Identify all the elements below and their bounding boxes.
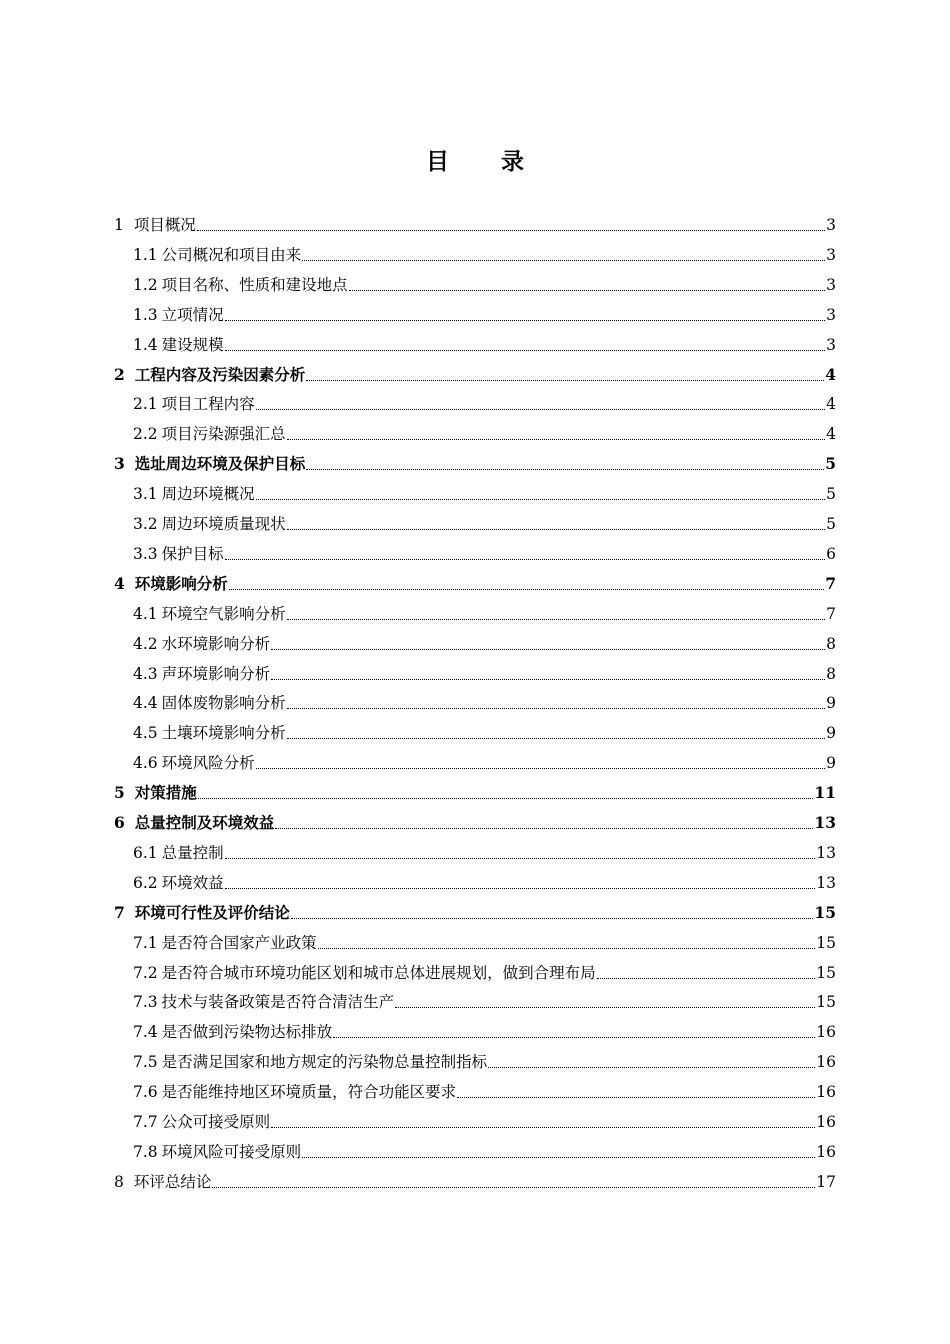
toc-entry[interactable]: [0, 534, 950, 564]
toc-page-number: 16: [816, 1023, 836, 1042]
toc-dot-leader: [333, 1017, 815, 1038]
toc-entry-label: 环境风险可接受原则: [161, 1142, 302, 1161]
toc-entry[interactable]: [0, 1132, 950, 1162]
toc-entry[interactable]: [0, 863, 950, 893]
toc-page-number: 4: [825, 364, 836, 384]
toc-entry-number: 7.6: [133, 1083, 158, 1102]
toc-entry[interactable]: [0, 1162, 950, 1192]
toc-dot-leader: [318, 928, 816, 949]
toc-entry[interactable]: [0, 953, 950, 983]
page-title: 目 录: [425, 149, 546, 175]
toc-page-number: 4: [826, 425, 836, 444]
toc-dot-leader: [225, 868, 816, 889]
toc-entry-label: 是否符合城市环境功能区划和城市总体进展规划，做到合理布局: [161, 963, 596, 982]
toc-entry[interactable]: [0, 654, 950, 684]
toc-page-number: 3: [826, 245, 836, 264]
toc-entry-title: [0, 933, 317, 953]
toc-page-number: 6: [826, 544, 836, 563]
toc-dot-leader: [275, 808, 813, 829]
toc-entry-number: 1.3: [133, 305, 158, 324]
toc-page-number: 15: [816, 963, 836, 982]
toc-entry-label: 项目概况: [133, 216, 196, 234]
toc-dot-leader: [271, 1107, 815, 1128]
toc-entry-label: 项目名称、性质和建设地点: [161, 275, 348, 294]
toc-page-number: 3: [826, 335, 836, 354]
toc-dot-leader: [597, 958, 816, 979]
toc-entry-label: 工程内容及污染因素分析: [134, 364, 306, 384]
toc-entry[interactable]: [0, 1072, 950, 1102]
toc-entry-title: [0, 1052, 487, 1072]
toc-page-number: 3: [826, 305, 836, 324]
toc-entry[interactable]: [0, 803, 950, 833]
toc-entry-title: [0, 693, 286, 713]
toc-dot-leader: [229, 569, 824, 590]
toc-entry-label: 项目工程内容: [161, 395, 255, 414]
toc-entry-label: 声环境影响分析: [161, 664, 271, 683]
toc-entry-number: 6.2: [133, 873, 158, 892]
toc-page-number: 9: [826, 724, 836, 743]
toc-entry-label: 环境空气影响分析: [161, 604, 286, 623]
toc-dot-leader: [287, 599, 825, 620]
toc-entry-number: 6.1: [133, 843, 158, 862]
toc-entry[interactable]: [0, 355, 950, 385]
toc-page-number: 15: [816, 993, 836, 1012]
toc-entry-title: [0, 335, 224, 355]
toc-page-number: 7: [825, 573, 836, 593]
toc-dot-leader: [256, 748, 825, 769]
toc-entry-title: [0, 484, 255, 504]
toc-entry-number: 7.5: [133, 1053, 158, 1072]
toc-entry-label: 项目污染源强汇总: [161, 425, 286, 444]
toc-dot-leader: [287, 718, 825, 739]
toc-entry-label: 总量控制及环境效益: [134, 813, 275, 832]
toc-entry-label: 环评总结论: [133, 1172, 212, 1191]
toc-dot-leader: [225, 330, 825, 351]
toc-page-number: 4: [826, 395, 836, 414]
toc-entry-number: 7.1: [133, 933, 158, 952]
toc-entry-number: 4.2: [133, 634, 158, 653]
toc-entry-number: 1.1: [133, 245, 158, 264]
toc-entry-title: [0, 1022, 332, 1042]
toc-page-number: 7: [826, 604, 836, 623]
toc-dot-leader: [197, 210, 825, 231]
toc-entry-number: 7.8: [133, 1142, 158, 1161]
toc-entry-title: [0, 753, 255, 773]
toc-entry-number: 4.1: [133, 604, 158, 623]
toc-entry[interactable]: [0, 414, 950, 444]
toc-dot-leader: [271, 629, 825, 650]
toc-entry-title: [0, 873, 224, 893]
toc-page-number: 13: [816, 873, 836, 892]
toc-entry-title: [0, 664, 270, 684]
toc-page-number: 17: [816, 1172, 836, 1191]
toc-entry-label: 是否符合国家产业政策: [161, 933, 317, 952]
toc-entry-label: 公司概况和项目由来: [161, 245, 302, 264]
toc-entry-title: [0, 454, 305, 474]
toc-entry-title: [0, 215, 196, 235]
toc-dot-leader: [306, 449, 824, 470]
toc-entry-title: [0, 723, 286, 743]
toc-entry-number: 1.4: [133, 335, 158, 354]
toc-page-number: 5: [825, 454, 836, 474]
toc-entry-number: 4.5: [133, 724, 158, 743]
toc-entry-number: 2: [114, 364, 125, 384]
toc-entry[interactable]: [0, 594, 950, 624]
toc-page-number: 9: [826, 754, 836, 773]
toc-entry-number: 1: [114, 216, 124, 234]
toc-entry-title: [0, 1112, 270, 1132]
toc-entry[interactable]: [0, 504, 950, 534]
toc-entry-number: 7.2: [133, 963, 158, 982]
toc-entry[interactable]: [0, 325, 950, 355]
toc-entry[interactable]: [0, 474, 950, 504]
toc-entry-label: 环境风险分析: [161, 754, 255, 773]
toc-entry-label: 周边环境质量现状: [161, 515, 286, 533]
toc-entry-title: [0, 992, 394, 1012]
toc-entry[interactable]: [0, 713, 950, 743]
toc-entry[interactable]: [0, 683, 950, 713]
toc-dot-leader: [291, 898, 814, 919]
toc-dot-leader: [287, 509, 825, 530]
toc-entry-title: [0, 305, 224, 325]
toc-page-number: 8: [826, 634, 836, 653]
toc-dot-leader: [287, 419, 825, 440]
toc-entry-number: 4: [114, 573, 125, 593]
toc-entry-number: 4.6: [133, 754, 158, 773]
toc-entry[interactable]: [0, 1102, 950, 1132]
toc-dot-leader: [225, 838, 816, 859]
toc-page-number: 15: [814, 902, 836, 922]
toc-entry-number: 8: [114, 1172, 124, 1191]
toc-entry[interactable]: [0, 923, 950, 953]
toc-entry-title: [0, 604, 286, 624]
toc-entry-title: [0, 963, 596, 983]
toc-entry-label: 周边环境概况: [161, 485, 255, 504]
toc-entry-number: 2.2: [133, 425, 158, 444]
toc-entry-title: [0, 783, 197, 803]
toc-entry-label: 环境效益: [161, 873, 224, 892]
toc-entry[interactable]: [0, 743, 950, 773]
toc-dot-leader: [198, 778, 814, 799]
toc-entry-number: 3.2: [133, 515, 158, 533]
toc-entry-label: 对策措施: [134, 783, 197, 803]
toc-page-number: 3: [826, 275, 836, 294]
toc-dot-leader: [256, 479, 825, 500]
toc-dot-leader: [225, 300, 825, 321]
toc-entry-title: [0, 514, 286, 534]
toc-dot-leader: [457, 1077, 815, 1098]
toc-entry-label: 公众可接受原则: [161, 1113, 271, 1131]
toc-entry-title: [0, 245, 301, 265]
toc-entry-title: [0, 424, 286, 444]
toc-entry-number: 2.1: [133, 395, 158, 414]
toc-dot-leader: [287, 688, 825, 709]
toc-entry-title: [0, 634, 270, 654]
toc-entry-label: 技术与装备政策是否符合清洁生产: [161, 993, 395, 1012]
toc-page-number: 13: [816, 843, 836, 862]
toc-entry-number: 4.3: [133, 664, 158, 683]
toc-entry[interactable]: [0, 444, 950, 474]
toc-entry-label: 环境可行性及评价结论: [134, 902, 290, 922]
toc-page-number: 3: [826, 216, 836, 234]
toc-page-number: 11: [814, 783, 836, 803]
toc-entry-title: [0, 1142, 301, 1162]
toc-entry[interactable]: [0, 1042, 950, 1072]
toc-entry-number: 7.7: [133, 1113, 158, 1131]
toc-entry[interactable]: [0, 384, 950, 414]
toc-entry-title: [0, 275, 348, 295]
toc-dot-leader: [225, 539, 825, 560]
toc-entry-title: [0, 1172, 211, 1192]
toc-entry-label: 建设规模: [161, 335, 224, 354]
toc-dot-leader: [271, 659, 825, 680]
toc-entry-number: 1.2: [133, 275, 158, 294]
toc-entry[interactable]: [0, 773, 950, 803]
toc-dot-leader: [256, 389, 825, 410]
toc-entry-label: 是否满足国家和地方规定的污染物总量控制指标: [161, 1053, 488, 1072]
toc-entry-label: 土壤环境影响分析: [161, 724, 286, 743]
toc-entry[interactable]: [0, 1012, 950, 1042]
toc-entry-title: [0, 574, 228, 594]
toc-entry[interactable]: [0, 624, 950, 654]
toc-entry-title: [0, 903, 290, 923]
toc-entry-title: [0, 365, 305, 385]
toc-dot-leader: [212, 1167, 815, 1188]
toc-entry-label: 环境影响分析: [134, 573, 228, 593]
toc-dot-leader: [306, 360, 824, 381]
toc-entry-label: 是否做到污染物达标排放: [161, 1023, 333, 1042]
toc-page-number: 16: [816, 1083, 836, 1102]
toc-entry[interactable]: [0, 295, 950, 325]
toc-entry-label: 水环境影响分析: [161, 634, 271, 653]
toc-entry[interactable]: [0, 833, 950, 863]
toc-entry[interactable]: [0, 893, 950, 923]
toc-entry[interactable]: [0, 982, 950, 1012]
toc-page-number: 16: [816, 1113, 836, 1131]
toc-entry-label: 是否能维持地区环境质量，符合功能区要求: [161, 1083, 457, 1102]
toc-entry[interactable]: [0, 564, 950, 594]
toc-dot-leader: [302, 240, 825, 261]
toc-entry[interactable]: [0, 235, 950, 265]
toc-entry-title: [0, 394, 255, 414]
toc-entry[interactable]: [0, 205, 950, 235]
toc-entry-label: 保护目标: [161, 544, 224, 563]
toc-entry-title: [0, 1082, 456, 1102]
toc-entry-label: 立项情况: [161, 305, 224, 324]
toc-entry-number: 7: [114, 902, 125, 922]
toc-dot-leader: [488, 1047, 815, 1068]
toc-dot-leader: [302, 1137, 815, 1158]
toc-entry-label: 固体废物影响分析: [161, 694, 286, 713]
toc-entry-number: 7.4: [133, 1023, 158, 1042]
toc-dot-leader: [349, 270, 825, 291]
toc-entry-number: 3.1: [133, 485, 158, 504]
toc-page-number: 15: [816, 933, 836, 952]
toc-entry-number: 3: [114, 454, 125, 474]
toc-entry-number: 4.4: [133, 694, 158, 713]
toc-entry-number: 3.3: [133, 544, 158, 563]
toc-page-number: 5: [826, 485, 836, 504]
toc-page-number: 16: [816, 1142, 836, 1161]
toc-entry-title: [0, 544, 224, 564]
toc-entry-title: [0, 813, 274, 833]
toc-entry-label: 总量控制: [161, 843, 224, 862]
toc-page-number: 5: [826, 515, 836, 533]
toc-entry-label: 选址周边环境及保护目标: [134, 454, 306, 474]
toc-entry-number: 7.3: [133, 993, 158, 1012]
toc-page-number: 13: [814, 813, 836, 832]
toc-entry-number: 5: [114, 783, 125, 803]
toc-page-number: 8: [826, 664, 836, 683]
toc-dot-leader: [395, 987, 815, 1008]
toc-page-number: 16: [816, 1053, 836, 1072]
toc-entry[interactable]: [0, 265, 950, 295]
toc-entry-number: 6: [114, 813, 125, 832]
toc-entry-title: [0, 843, 224, 863]
toc-page-number: 9: [826, 694, 836, 713]
